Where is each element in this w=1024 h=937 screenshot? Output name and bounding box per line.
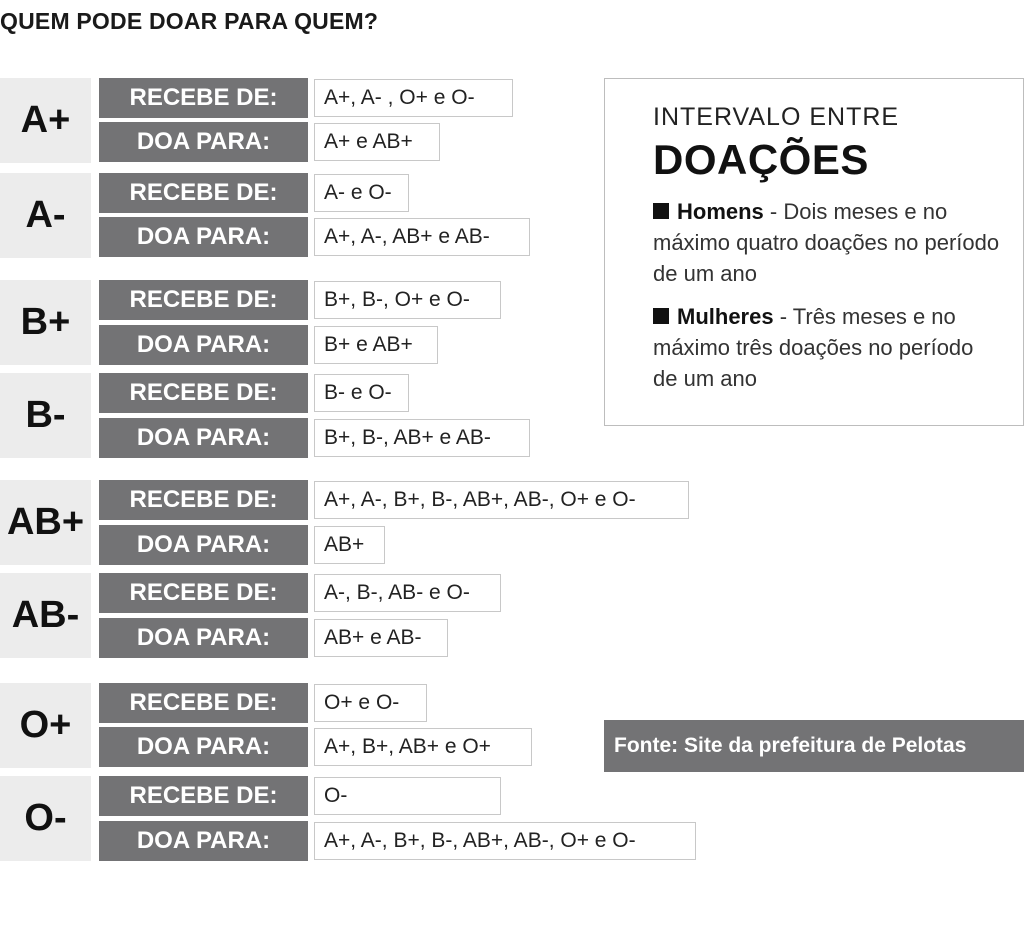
- donates-to-label: DOA PARA:: [99, 122, 308, 162]
- blood-type-block: [0, 683, 91, 768]
- blood-type-block: [0, 78, 91, 163]
- info-subtitle: INTERVALO ENTRE: [653, 103, 900, 131]
- women-label: Mulheres: [677, 304, 774, 329]
- receives-from-value: A-, B-, AB- e O-: [314, 574, 501, 612]
- men-label: Homens: [677, 199, 764, 224]
- donates-to-label: DOA PARA:: [99, 418, 308, 458]
- donates-to-value: AB+: [314, 526, 385, 564]
- blood-type-block: [0, 573, 91, 658]
- receives-from-value: B+, B-, O+ e O-: [314, 281, 501, 319]
- blood-type-label: AB+: [6, 501, 85, 543]
- men-interval-text: [653, 196, 1003, 289]
- info-title: DOAÇÕES: [653, 136, 869, 183]
- donates-to-label: DOA PARA:: [99, 325, 308, 365]
- blood-type-label: A+: [20, 99, 71, 141]
- receives-from-label: RECEBE DE:: [99, 373, 308, 413]
- donates-to-value: A+ e AB+: [314, 123, 440, 161]
- blood-type-block: [0, 480, 91, 565]
- donates-to-value: B+, B-, AB+ e AB-: [314, 419, 530, 457]
- blood-type-label: O+: [19, 704, 72, 746]
- women-interval-text: [653, 301, 1003, 394]
- page-title: QUEM PODE DOAR PARA QUEM?: [0, 8, 379, 34]
- receives-from-label: RECEBE DE:: [99, 173, 308, 213]
- receives-from-label: RECEBE DE:: [99, 480, 308, 520]
- donates-to-value: A+, A-, B+, B-, AB+, AB-, O+ e O-: [314, 822, 696, 860]
- donates-to-value: AB+ e AB-: [314, 619, 448, 657]
- blood-type-label: O-: [24, 797, 67, 839]
- blood-type-block: [0, 280, 91, 365]
- source-credit: Fonte: Site da prefeitura de Pelotas: [604, 720, 1024, 772]
- blood-type-label: B+: [20, 301, 71, 343]
- blood-type-block: [0, 373, 91, 458]
- receives-from-label: RECEBE DE:: [99, 776, 308, 816]
- receives-from-value: O-: [314, 777, 501, 815]
- donates-to-value: B+ e AB+: [314, 326, 438, 364]
- square-bullet-icon: [653, 308, 669, 324]
- donation-interval-box: [604, 78, 1024, 426]
- square-bullet-icon: [653, 203, 669, 219]
- blood-type-block: [0, 776, 91, 861]
- women-description: - Três meses e no máximo três doações no período de um ano: [653, 304, 974, 391]
- blood-type-block: [0, 173, 91, 258]
- donates-to-label: DOA PARA:: [99, 821, 308, 861]
- men-description: - Dois meses e no máximo quatro doações no período de um ano: [653, 199, 1000, 286]
- donates-to-label: DOA PARA:: [99, 525, 308, 565]
- receives-from-value: A- e O-: [314, 174, 409, 212]
- donates-to-label: DOA PARA:: [99, 217, 308, 257]
- receives-from-label: RECEBE DE:: [99, 78, 308, 118]
- donates-to-label: DOA PARA:: [99, 727, 308, 767]
- receives-from-value: B- e O-: [314, 374, 409, 412]
- donates-to-value: A+, B+, AB+ e O+: [314, 728, 532, 766]
- receives-from-value: A+, A-, B+, B-, AB+, AB-, O+ e O-: [314, 481, 689, 519]
- donates-to-value: A+, A-, AB+ e AB-: [314, 218, 530, 256]
- blood-type-label: A-: [25, 194, 66, 236]
- receives-from-label: RECEBE DE:: [99, 573, 308, 613]
- blood-type-label: B-: [25, 394, 66, 436]
- receives-from-value: A+, A- , O+ e O-: [314, 79, 513, 117]
- receives-from-value: O+ e O-: [314, 684, 427, 722]
- donates-to-label: DOA PARA:: [99, 618, 308, 658]
- blood-type-label: AB-: [11, 594, 80, 636]
- receives-from-label: RECEBE DE:: [99, 280, 308, 320]
- receives-from-label: RECEBE DE:: [99, 683, 308, 723]
